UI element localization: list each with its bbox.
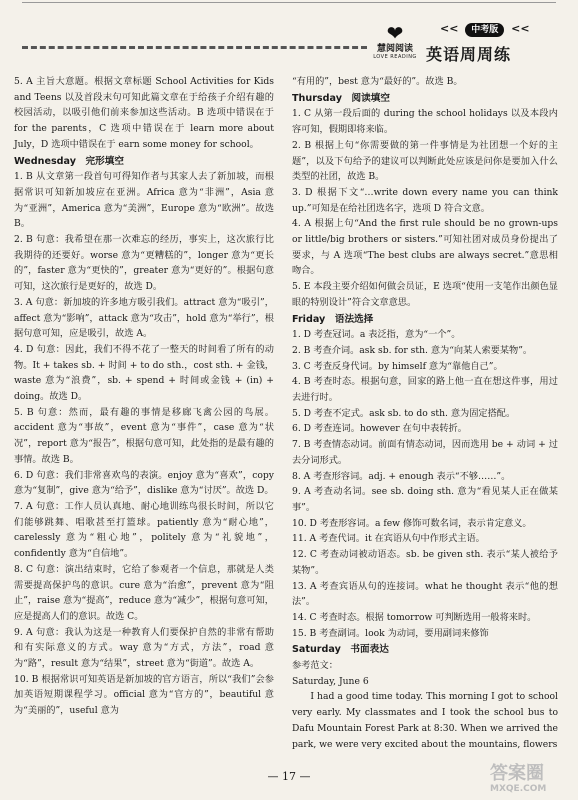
top-rule [22,2,556,3]
right-column [292,74,558,752]
answer-item: 4. A 根据上句“And the first rule should be no grown-ups or little/big brothers or sisters.”可知社团对成员身份提出了要求，与 A 选项“The best clubs are always secret.”意思相吻合。 [292,218,558,277]
answer-item: 1. C 从第一段后面的 during the school holidays 以及本段内容可知，假期即将来临。 [292,108,558,136]
page-number: — 17 — [267,770,311,783]
watermark-title: 答案圈 [490,763,544,784]
answer-item: 10. B 根据常识可知英语是新加坡的官方语言，所以“我们”会参加英语短期课程学习。official 意为“官方的”，beautiful 意为“美丽的”，useful 意为 [14,673,274,717]
answer-item: 13. A 考查宾语从句的连接词。what he thought 表示“他的想法”。 [292,580,558,608]
left-column [14,74,274,719]
dashed-divider [22,46,367,49]
section-heading-saturday: Saturday 书面表达 [292,644,389,656]
series-title: 英语周周练 [426,45,512,64]
answer-item: 7. B 考查情态动词。前面有情态动词，因而选用 be + 动词 + 过去分词形式。 [292,439,558,466]
brand-name-en: LOVE READING [373,54,417,60]
answer-item: 4. D 句意：因此，我们不得不花了一整天的时间看了所有的动物。It + takes sb. + 时间 + to do sth.，cost sth. + 金钱，waste 意为“浪费”，sb. + spend + 时间或金钱 + (in) + doing。故选 D。 [14,343,274,403]
watermark [490,764,546,794]
section-heading-friday: Friday 语法选择 [292,313,374,325]
section-heading-wednesday: Wednesday 完形填空 [14,155,124,167]
answer-item: 9. A 考查动名词。see sb. doing sth. 意为“看见某人正在做某事”。 [292,486,558,513]
heart-icon: ❤ [386,21,404,45]
sample-label: 参考范文： [292,660,338,672]
answer-item: 6. D 考查连词。however 在句中表转折。 [292,423,467,435]
answer-item: 7. A 句意：工作人员认真地、耐心地训练鸟很长时间，所以它们能够跳舞、唱歌甚至打篮球。patiently 意为“耐心地”，carelessly 意为“粗心地”，politely 意为“礼貌地”，confidently 意为“自信地”。 [14,500,274,560]
page-header [0,0,578,78]
watermark-url: MXQE.COM [490,784,547,794]
answer-item: 14. C 考查时态。根据 tomorrow 可判断选用一般将来时。 [292,611,537,623]
answer-item: 3. C 考查反身代词。by himself 意为“靠他自己”。 [292,360,503,372]
brand-name-cn: 慧阅阅读 [376,44,413,54]
section-heading-thursday: Thursday 阅读填空 [292,92,390,104]
chevron-right-icon: << [511,22,530,35]
answer-item: 5. D 考查不定式。ask sb. to do sth. 意为固定搭配。 [292,407,516,419]
answer-item: 2. B 句意：我希望在那一次难忘的经历，事实上，这次旅行比我期待的还要好。worse 意为“更糟糕的”，longer 意为“更长的”，faster 意为“更快的”，greater 意为“更好的”。根据句意可知，这次旅行是更好的，故选 D。 [14,234,274,293]
brand-logo [370,22,420,66]
answer-item: 15. B 考查副词。look 为动词，要用副词来修饰 [292,627,489,639]
answer-item: 8. C 句意：演出结束时，它给了参观者一个信息，那就是人类需要提高保护鸟的意识。cure 意为“治愈”，prevent 意为“阻止”，raise 意为“提高”，reduce 意为“减少”，根据句意可知，应是提高人们的意识。故选 C。 [14,563,274,622]
answer-item: 1. D 考查冠词。a 表泛指，意为“一个”。 [292,329,461,341]
answer-item: 1. B 从文章第一段首句可得知作者与其家人去了新加坡，而根据常识可知新加坡应在亚洲。Africa 意为“非洲”，Asia 意为“亚洲”，America 意为“美洲”，Europe 意为“欧洲”。故选 B。 [14,171,274,230]
answer-item: 2. B 根据上句“你需要做的第一件事情是为社团想一个好的主题”，以及下句给予的建议可以判断此处应该是问你是要加入什么类型的社团，故选 B。 [292,139,558,183]
answer-item: 3. A 句意：新加坡的许多地方吸引我们。attract 意为“吸引”，affect 意为“影响”，attack 意为“攻击”，hold 意为“举行”，根据句意可知，应是吸引，故选 A。 [14,296,274,340]
answer-item: 5. E 本段主要介绍如何做会员证，E 选项“使用一支笔作出颜色显眼的特别设计”符合文章意思。 [292,281,558,308]
answer-item: 10. D 考查形容词。a few 修饰可数名词，表示肯定意义。 [292,517,532,529]
brand-block [370,22,556,72]
answer-item: 3. D 根据下文“…write down every name you can think up.”可知是在给社团选名字，选项 D 符合文意。 [292,186,558,214]
answer-item: 2. B 考查介词。ask sb. for sth. 意为“向某人索要某物”。 [292,344,533,356]
answer-item: 6. D 句意：我们非常喜欢鸟的表演。enjoy 意为“喜欢”，copy 意为“复制”，give 意为“给予”，dislike 意为“讨厌”。故选 D。 [14,469,274,497]
answer-item: 8. A 考查形容词。adj. + enough 表示“不够……”。 [292,470,511,482]
chevron-left-icon: << [440,22,459,35]
answer-item: 12. C 考查动词被动语态。sb. be given sth. 表示“某人被给予某物”。 [292,549,558,576]
sample-essay: I had a good time today. This morning I got to school very early. My classmates and I took the school bus to Dafu Mountain Forest Park at 8:30. When we arrived the park, we were very excited about the mountains, flowers [292,691,558,750]
answer-item: 5. B 句意：然而，最有趣的事情是移廊飞禽公园的鸟展。accident 意为“事故”，event 意为“事件”，case 意为“状况”，report 意为“报告”，根据句意可知，此处指的是最有趣的事情。故选 B。 [14,406,274,465]
sample-date: Saturday, June 6 [292,675,369,687]
answer-item: “有用的”，best 意为“最好的”。故选 B。 [292,76,463,87]
edition-badge: 中考版 [465,23,504,37]
answer-item: 9. A 句意：我认为这是一种教育人们要保护自然的非常有帮助和有实际意义的方式。way 意为“方式，方法”，road 意为“路”，result 意为“结果”，street 意为“街道”。故选 A。 [14,626,274,670]
answer-item: 5. A 主旨大意题。根据文章标题 School Activities for Kids and Teens 以及首段末句可知此篇文章在于给孩子介绍有趣的校园活动，以吸引他们前来参加这些活动。B 选项中错误在于 for the parents，C 选项中错误在于 learn more about July，D 选项中错误在于 earn some money for school。 [14,76,274,150]
answer-item: 4. B 考查时态。根据句意，回家的路上他一直在想这件事，用过去进行时。 [292,376,558,404]
answer-item: 11. A 考查代词。it 在宾语从句中作形式主语。 [292,533,485,545]
edition-row [440,22,530,37]
